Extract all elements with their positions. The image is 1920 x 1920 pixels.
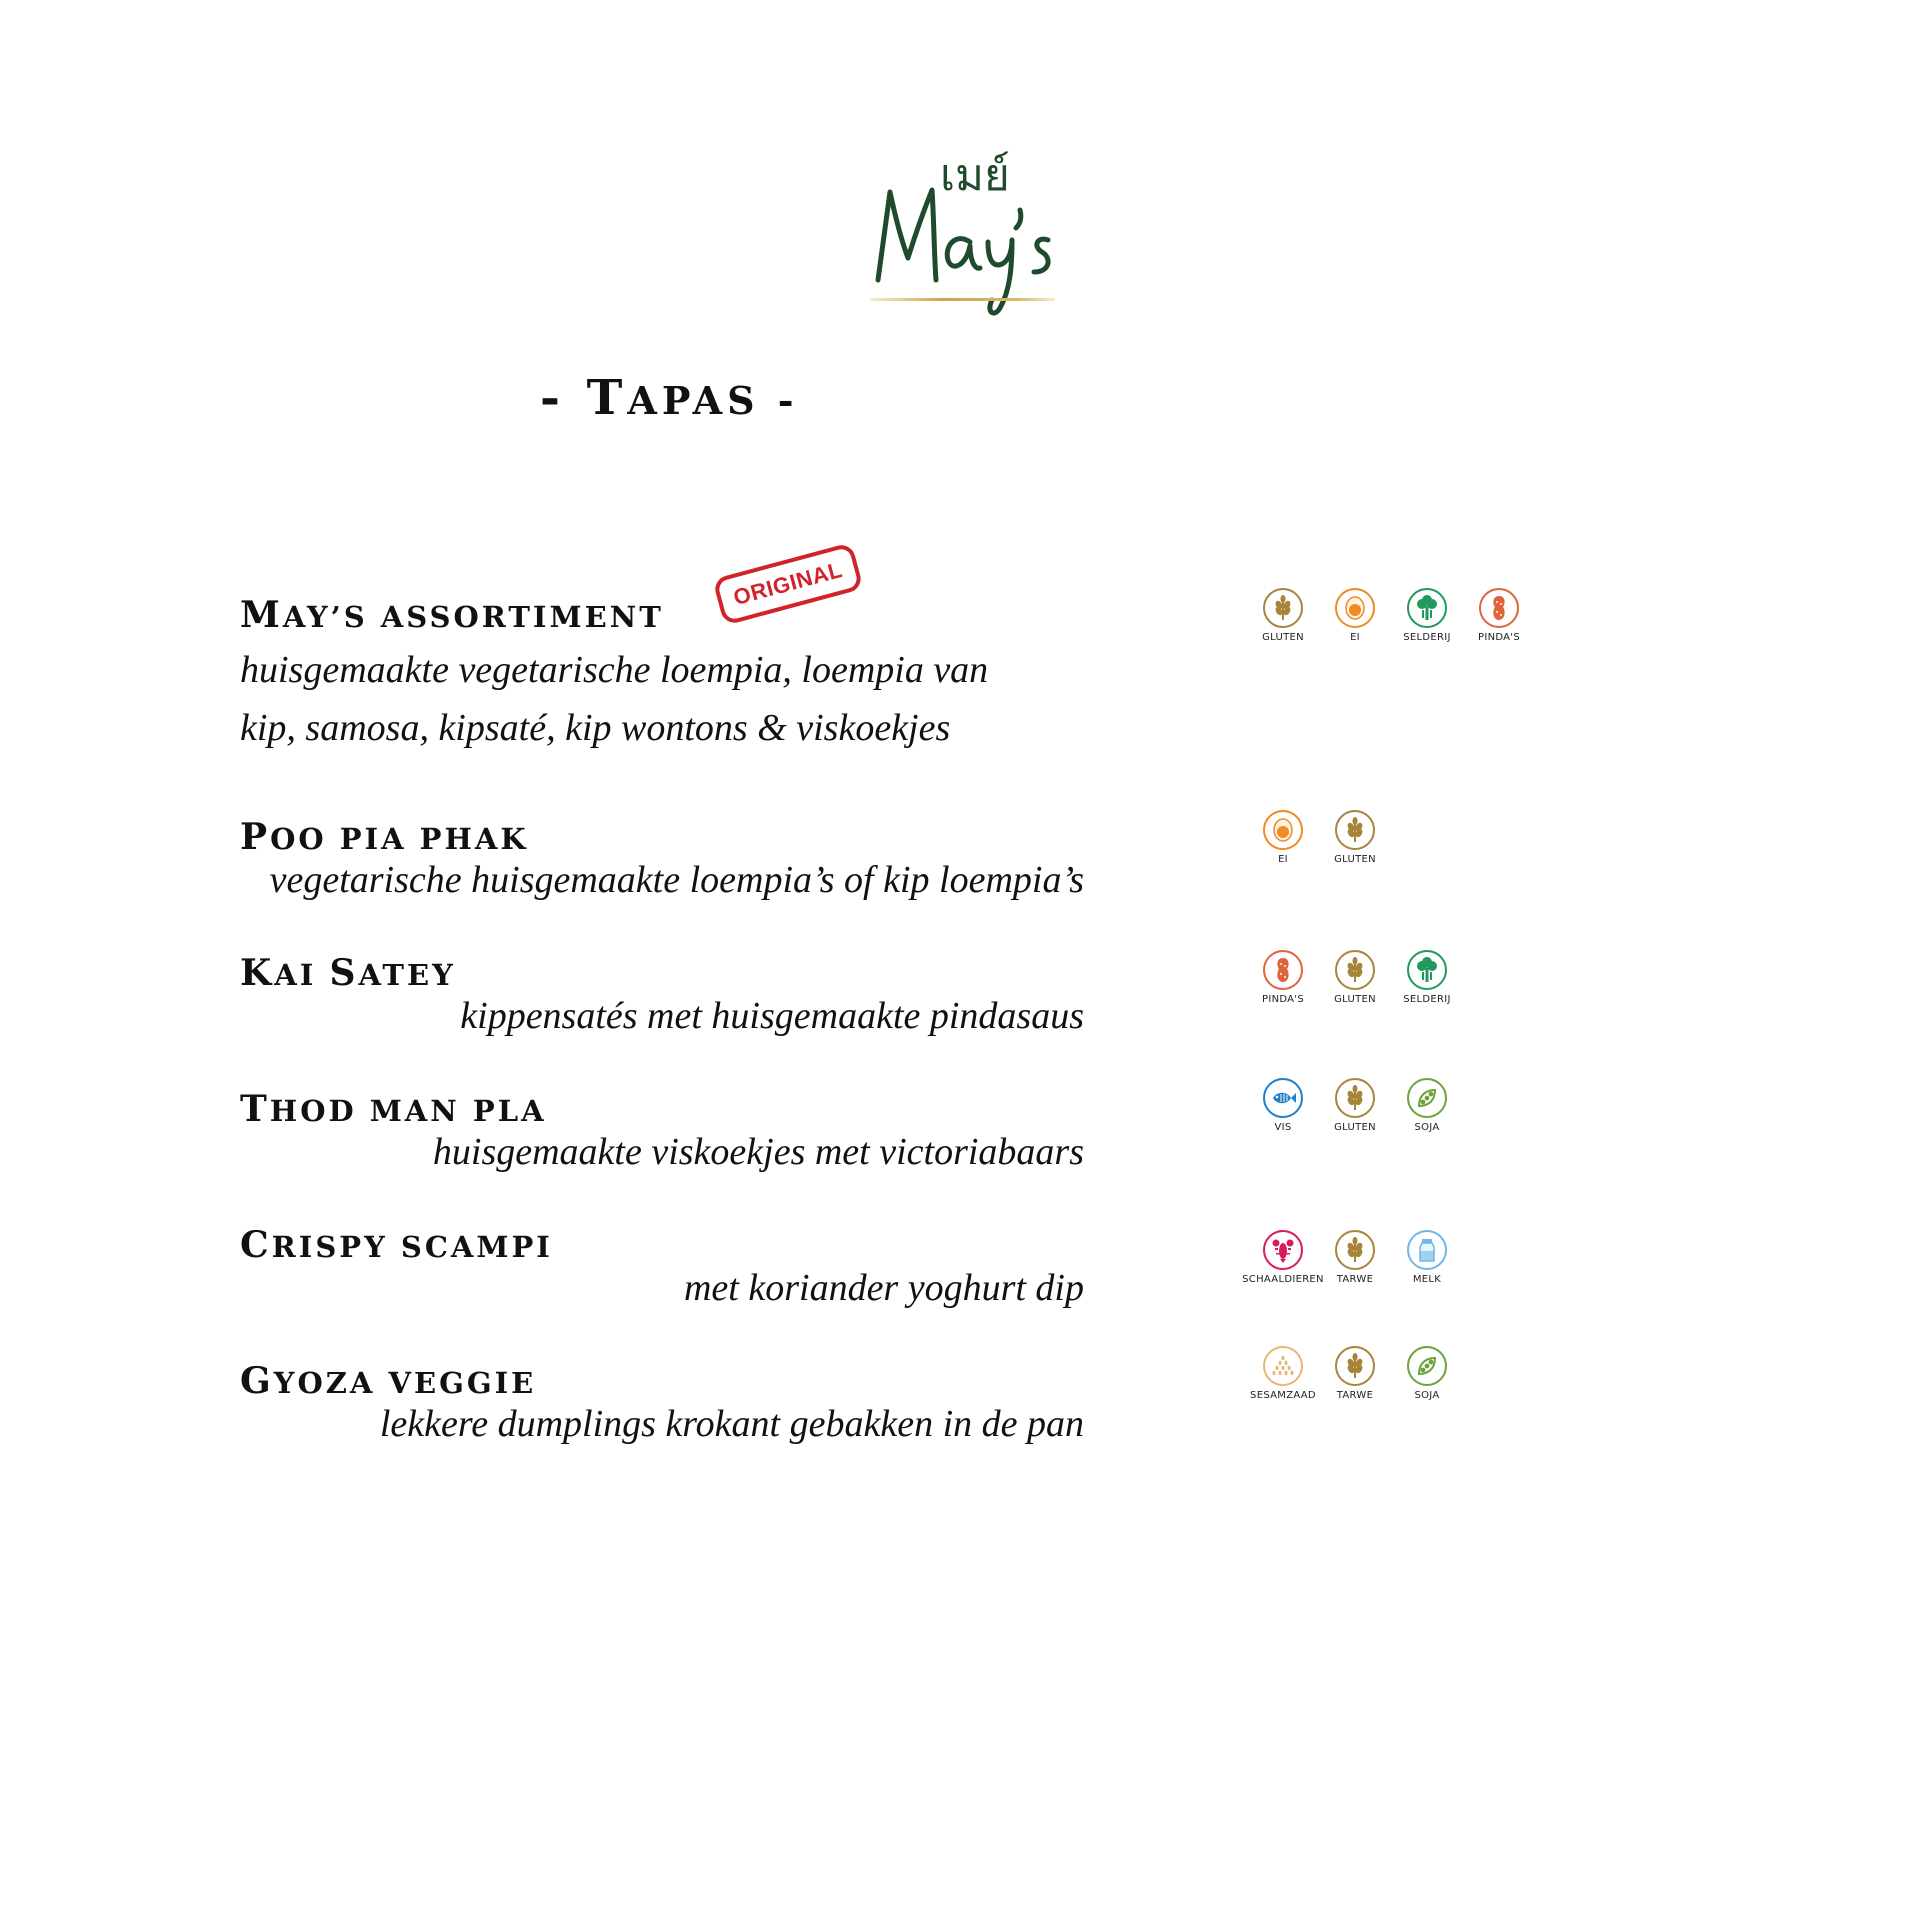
item-name-first: K <box>240 952 275 994</box>
soy-icon <box>1407 1346 1447 1386</box>
soy-icon <box>1407 1078 1447 1118</box>
logo-gold-underline <box>870 298 1055 301</box>
item-name-rest: OO PIA PHAK <box>270 822 529 856</box>
item-name-thod-man-pla <box>240 1088 547 1130</box>
allergen-melk <box>1382 1230 1472 1300</box>
section-title-rest: APAS - <box>627 378 799 423</box>
wheat-icon <box>1335 1078 1375 1118</box>
allergen-soja <box>1382 1078 1472 1148</box>
item-desc-mays-assortiment-line1: huisgemaakte vegetarische loempia, loempia van <box>240 649 989 691</box>
item-name-first: P <box>240 816 271 858</box>
item-desc-kai-satey: kippensatés met huisgemaakte pindasaus <box>460 995 1084 1037</box>
allergen-label: SOJA <box>1414 1122 1440 1133</box>
allergen-label: SELDERIJ <box>1403 632 1451 643</box>
mays-logo <box>870 120 1070 340</box>
allergen-soja <box>1382 1346 1472 1416</box>
item-desc-crispy-scampi: met koriander yoghurt dip <box>683 1267 1084 1309</box>
allergen-label: SESAMZAAD <box>1250 1390 1316 1401</box>
allergen-label: SCHAALDIEREN <box>1242 1274 1324 1285</box>
item-name-first: C <box>240 1224 272 1266</box>
original-stamp-badge <box>712 542 864 626</box>
celery-icon <box>1407 588 1447 628</box>
allergen-label: SELDERIJ <box>1403 994 1451 1005</box>
allergen-label: GLUTEN <box>1262 632 1304 643</box>
wheat-icon <box>1263 588 1303 628</box>
item-desc-thod-man-pla: huisgemaakte viskoekjes met victoriabaars <box>432 1131 1084 1173</box>
item-name-rest: ATEY <box>358 958 456 992</box>
section-title-first: - T <box>540 370 628 426</box>
item-name-second: S <box>329 952 359 994</box>
allergen-label: EI <box>1350 632 1360 643</box>
section-title-tapas <box>540 370 799 426</box>
allergen-pindas <box>1454 588 1544 658</box>
celery-icon <box>1407 950 1447 990</box>
item-name-gyoza-veggie <box>240 1360 536 1402</box>
wheat-icon <box>1335 1230 1375 1270</box>
original-stamp-text: ORIGINAL <box>730 557 845 611</box>
allergen-label: TARWE <box>1336 1390 1374 1401</box>
milk-icon <box>1407 1230 1447 1270</box>
peanut-icon <box>1263 950 1303 990</box>
item-name-kai-satey <box>240 952 456 994</box>
allergen-label: PINDA'S <box>1261 994 1305 1005</box>
item-name-mid: AI <box>274 958 330 992</box>
allergen-label: PINDA'S <box>1477 632 1521 643</box>
allergen-label: TARWE <box>1336 1274 1374 1285</box>
sesame-icon <box>1263 1346 1303 1386</box>
allergen-label: GLUTEN <box>1334 994 1376 1005</box>
logo-thai-text: เมย์ <box>940 150 1010 201</box>
item-name-first: G <box>240 1360 274 1402</box>
wheat-icon <box>1335 950 1375 990</box>
item-name-rest: YOZA VEGGIE <box>273 1366 537 1400</box>
lobster-icon <box>1263 1230 1303 1270</box>
item-desc-mays-assortiment-line2: kip, samosa, kipsaté, kip wontons & viskoekjes <box>240 707 951 749</box>
allergen-gluten <box>1310 810 1400 880</box>
allergen-label: SOJA <box>1414 1390 1440 1401</box>
item-name-rest: HOD MAN PLA <box>269 1094 547 1128</box>
egg-icon <box>1335 588 1375 628</box>
fish-icon <box>1263 1078 1303 1118</box>
item-name-first: M <box>240 594 283 636</box>
allergen-label: GLUTEN <box>1334 1122 1376 1133</box>
item-name-mays-assortiment <box>240 594 664 636</box>
item-desc-gyoza-veggie: lekkere dumplings krokant gebakken in de pan <box>379 1403 1084 1445</box>
item-name-first: T <box>240 1088 270 1130</box>
allergen-label: VIS <box>1274 1122 1292 1133</box>
item-name-poo-pia-phak <box>240 816 529 858</box>
wheat-icon <box>1335 810 1375 850</box>
wheat-icon <box>1335 1346 1375 1386</box>
allergen-selderij <box>1382 950 1472 1020</box>
item-name-rest: AY’S ASSORTIMENT <box>282 600 664 634</box>
allergen-label: MELK <box>1412 1274 1442 1285</box>
allergen-label: GLUTEN <box>1334 854 1376 865</box>
allergen-label: EI <box>1278 854 1288 865</box>
egg-icon <box>1263 810 1303 850</box>
item-desc-poo-pia-phak: vegetarische huisgemaakte loempia’s of kip loempia’s <box>269 859 1084 901</box>
peanut-icon <box>1479 588 1519 628</box>
item-name-rest: RISPY SCAMPI <box>271 1230 553 1264</box>
item-name-crispy-scampi <box>240 1224 553 1266</box>
